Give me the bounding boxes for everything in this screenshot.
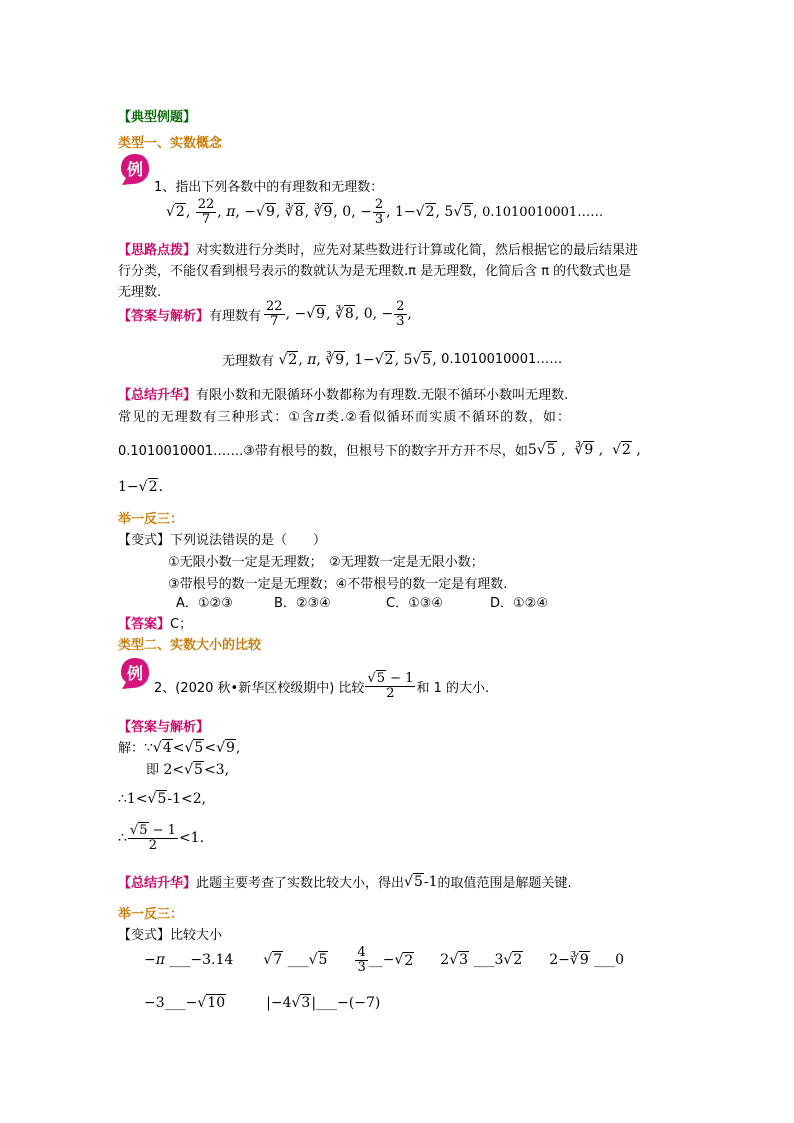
answer-label-2: 【答案与解析】: [118, 720, 210, 735]
solution-prefix: 解：: [118, 741, 145, 756]
solution-line-1: 解：∵√4<√5<√9,: [118, 740, 241, 756]
answer2-label: 【答案】: [118, 617, 171, 632]
number-list-tail: 0.1010010001……: [482, 204, 604, 220]
summary-line-2: 常见的无理数有三种形式：①含π类.②看似循环而实质不循环的数，如：: [118, 409, 572, 425]
summary-2: 【总结升华】 此题主要考查了实数比较大小，得出 √5-1 的取值范围是解题关键.: [118, 873, 572, 891]
option-c: C．①③④: [386, 596, 444, 611]
summary-line-3: 0.1010010001…….③带有根号的数，但根号下的数字开方开不尽，如 5√5 , ∛9 , √2 ,: [118, 441, 641, 459]
statement-line-1: ①无限小数一定是无理数； ②无理数一定是无限小数；: [168, 555, 484, 570]
summary-text-3a: 0.1010010001…….③带有根号的数，但根号下的数字开方开不尽，如: [118, 444, 528, 459]
answer-irrational-prefix: 无理数有: [222, 354, 275, 369]
summary-label: 【总结升华】: [118, 388, 197, 403]
summary-text-2b: 类.②看似循环而实质不循环的数，如：: [325, 410, 572, 425]
option-a: A．①②③: [176, 596, 233, 611]
answer-rational-prefix: 有理数有: [209, 308, 262, 324]
answer-irrational-tail: 0.1010010001……: [441, 352, 563, 367]
compare-line-1: −π ___−3.14 √7 ___√5 $\frac{4}{3}$ __−√ 2 2√3 ___3√2 2−∛9 ___0: [144, 945, 625, 975]
hint-line-3: 无理数.: [118, 285, 162, 300]
solution-line2-prefix: 即: [146, 763, 160, 778]
answer-label: 【答案与解析】: [118, 308, 210, 324]
answer2-value: C；: [170, 617, 193, 632]
question-2-prefix: 2、(2020 秋•新华区校级期中) 比较: [154, 680, 365, 696]
summary-2-prefix: 此题主要考查了实数比较大小，得出: [196, 876, 405, 891]
solution-line-4: ∴ $\frac{√5 - 1}{2}$ <1.: [118, 823, 205, 853]
section-title: 【典型例题】: [118, 110, 197, 125]
question-1: 1、指出下列各数中的有理数和无理数：: [154, 180, 384, 195]
hint-line-2: 行分类，不能仅看到根号表示的数就认为是无理数.π 是无理数，化简后含 π 的代数式也是: [118, 264, 632, 279]
compare-line-2: −3___−√10 |−4√3|___−(−7): [144, 995, 381, 1011]
question-2: 2、(2020 秋•新华区校级期中) 比较 $\frac{√5 - 1}{2}$ 和 1 的大小.: [154, 671, 490, 701]
number-list: √2, $\frac{22}{7}$ , π, −√9, ∛8, ∛9, 0, − $\frac{2}{3}$ , 1−√2, 5√5, 0.1010010001……: [166, 197, 604, 227]
summary-text-2a: 常见的无理数有三种形式：①含: [118, 410, 316, 425]
option-d: D．①②④: [490, 596, 548, 611]
summary-2-suffix: 的取值范围是解题关键.: [437, 876, 572, 891]
type2-heading: 类型二、实数大小的比较: [118, 638, 262, 653]
hint-label: 【思路点拨】: [118, 243, 197, 258]
answer-irrational-line: 无理数有 √2, π, ∛9, 1−√2, 5√5, 0.1010010001……: [222, 351, 563, 369]
variant-question-2: 【变式】比较大小: [118, 928, 223, 943]
summary-label-2: 【总结升华】: [118, 876, 197, 891]
option-b: B．②③④: [274, 596, 331, 611]
variant-heading-1: 举一反三：: [118, 512, 184, 527]
summary-text-1: 有限小数和无限循环小数都称为有理数.无限不循环小数叫无理数.: [196, 388, 569, 403]
summary-line-1: [118, 384, 568, 403]
solution-line-3: ∴1<√5-1<2,: [118, 791, 207, 807]
hint-text-1: 对实数进行分类时，应先对某些数进行计算或化简，然后根据它的最后结果进: [196, 243, 639, 258]
example-badge-icon: [120, 152, 150, 186]
badge-char: 例: [126, 664, 144, 683]
hint-line-1: [118, 239, 638, 258]
answer-rational-line: 【答案与解析】 有理数有 $\frac{22}{7}$ , −√9, ∛8, 0, − $\frac{2}{3}$ ,: [118, 299, 412, 329]
variant-question-1: 【变式】下列说法错误的是（ ）: [118, 533, 327, 548]
solution-line-2: 即 2<√5<3,: [146, 762, 230, 778]
statement-line-2: ③带根号的数一定是无理数；④不带根号的数一定是有理数.: [168, 577, 508, 592]
question-2-suffix: 和 1 的大小.: [416, 680, 490, 696]
summary-line-4: 1−√2.: [118, 479, 163, 495]
badge-char: 例: [126, 160, 144, 179]
example-badge-icon: [120, 656, 150, 690]
answer-line-variant-1: [118, 613, 192, 632]
type1-heading: 类型一、实数概念: [118, 136, 223, 151]
variant-heading-2: 举一反三：: [118, 907, 184, 922]
